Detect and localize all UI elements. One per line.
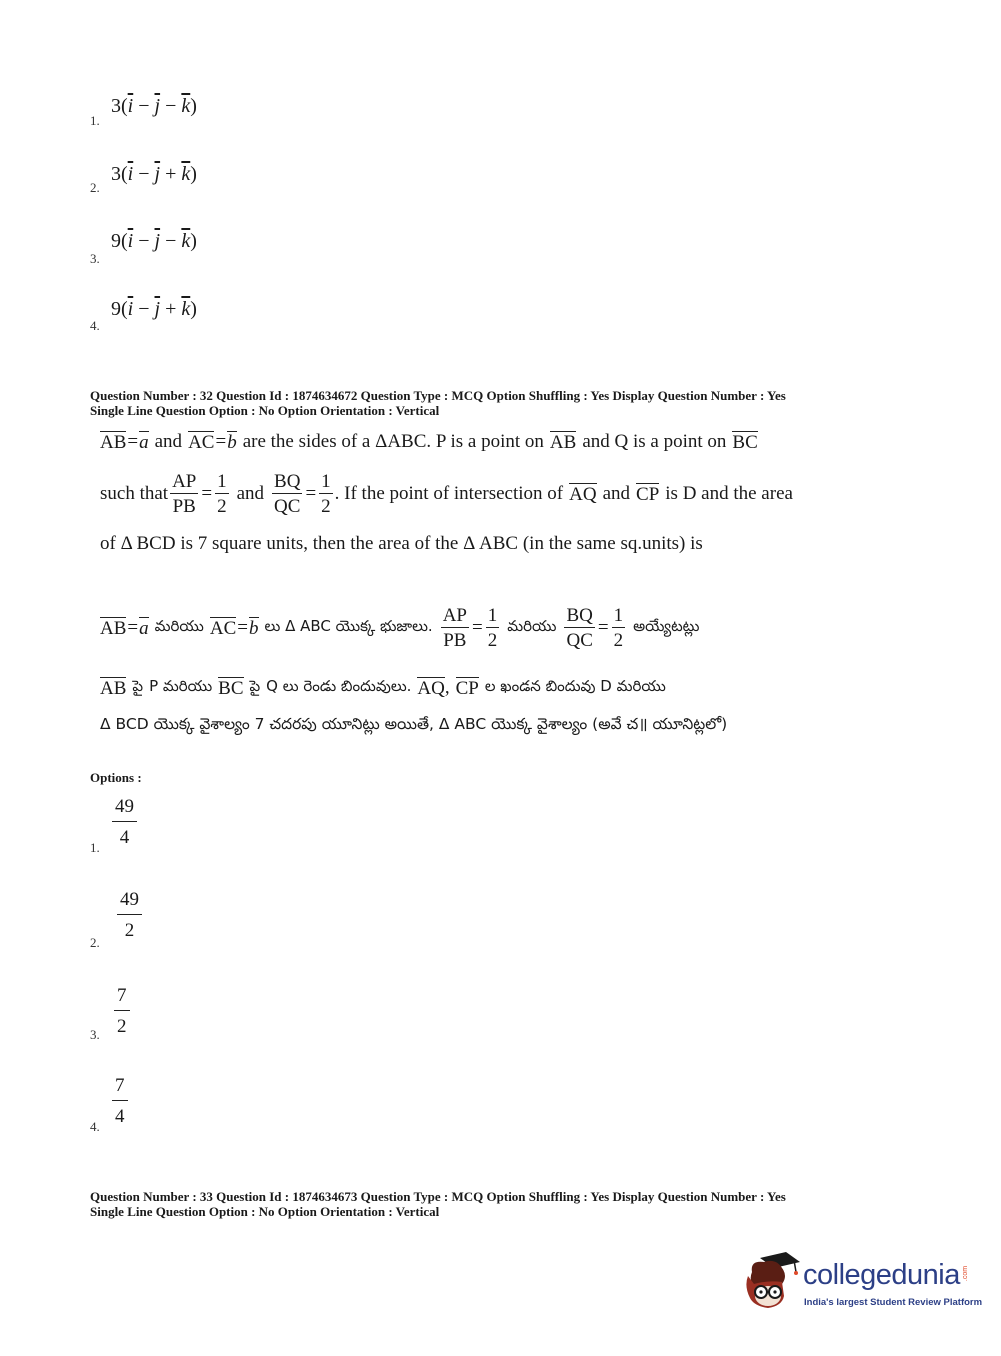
brand-domain: .com xyxy=(962,1265,970,1282)
question-te-line2: AB పై P మరియు BC పై Q లు రెండు బిందువులు. AQ , CP ల ఖండన బిందువు D మరియు xyxy=(100,677,666,700)
option-number: 2. xyxy=(90,180,100,195)
question-meta-line1: Question Number : 33 Question Id : 1874634673 Question Type : MCQ Option Shuffling : Yes Display Question Number : Yes xyxy=(90,1189,786,1204)
mascot-logo-icon xyxy=(742,1250,802,1310)
question-en-line3: of Δ BCD is 7 square units, then the area of the Δ ABC (in the same sq.units) is xyxy=(100,533,703,554)
question-meta-line2: Single Line Question Option : No Option Orientation : Vertical xyxy=(90,403,440,418)
option-fraction: $\frac{7}{4}$ xyxy=(112,1076,128,1126)
brand-name: collegedunia xyxy=(803,1259,960,1291)
question-meta-line2: Single Line Question Option : No Option Orientation : Vertical xyxy=(90,1204,440,1219)
vector-expression: $3(\overline{i} - \overline{j} - \overline{k})$ xyxy=(111,95,197,117)
question-te-line1: AB = a మరియు AC = b లు Δ ABC యొక్క భుజాలు. $\frac{AP}{PB}$ = $\frac{1}{2}$ మరియు $\frac{BQ}{QC}$ = $\frac{1}{2}$ అయ్యేటట్లు xyxy=(100,605,700,651)
brand-tagline: India's largest Student Review Platform xyxy=(804,1297,983,1308)
option-number: 2. xyxy=(90,935,100,950)
question-te-line3: Δ BCD యొక్క వైశాల్యం 7 చదరపు యూనిట్లు అయితే, Δ ABC యొక్క వైశాల్యం (అవే చ॥ యూనిట్లలో) xyxy=(100,715,728,733)
fraction-bq-qc: $\frac{BQ}{QC}$ xyxy=(274,471,301,517)
option-number: 4. xyxy=(90,1119,100,1134)
option-number: 1. xyxy=(90,840,100,855)
fraction-ap-pb: $\frac{AP}{PB}$ xyxy=(172,471,197,517)
option-fraction: $\frac{49}{4}$ xyxy=(112,797,137,847)
option-fraction: $\frac{7}{2}$ xyxy=(114,986,130,1036)
question-en-line2: such that $\frac{AP}{PB}$ = $\frac{1}{2}$ and $\frac{BQ}{QC}$ = $\frac{1}{2}$ . If the point of intersection of AQ and CP is D and the area xyxy=(100,471,793,517)
vector-expression: $9(\overline{i} - \overline{j} + \overline{k})$ xyxy=(111,298,197,320)
option-number: 3. xyxy=(90,1027,100,1042)
fraction-one-half: $\frac{1}{2}$ xyxy=(217,471,227,517)
vector-expression: $9(\overline{i} - \overline{j} - \overline{k})$ xyxy=(111,230,197,252)
question-en-line1: AB = a and AC = b are the sides of a ΔABC. P is a point on AB and Q is a point on BC xyxy=(100,431,758,454)
option-number: 4. xyxy=(90,318,100,333)
option-number: 1. xyxy=(90,113,100,128)
options-label: Options : xyxy=(90,770,142,785)
option-number: 3. xyxy=(90,251,100,266)
fraction-one-half: $\frac{1}{2}$ xyxy=(321,471,331,517)
vector-expression: $3(\overline{i} - \overline{j} + \overline{k})$ xyxy=(111,163,197,185)
option-fraction: $\frac{49}{2}$ xyxy=(117,890,142,940)
question-meta-line1: Question Number : 32 Question Id : 1874634672 Question Type : MCQ Option Shuffling : Yes Display Question Number : Yes xyxy=(90,388,786,403)
